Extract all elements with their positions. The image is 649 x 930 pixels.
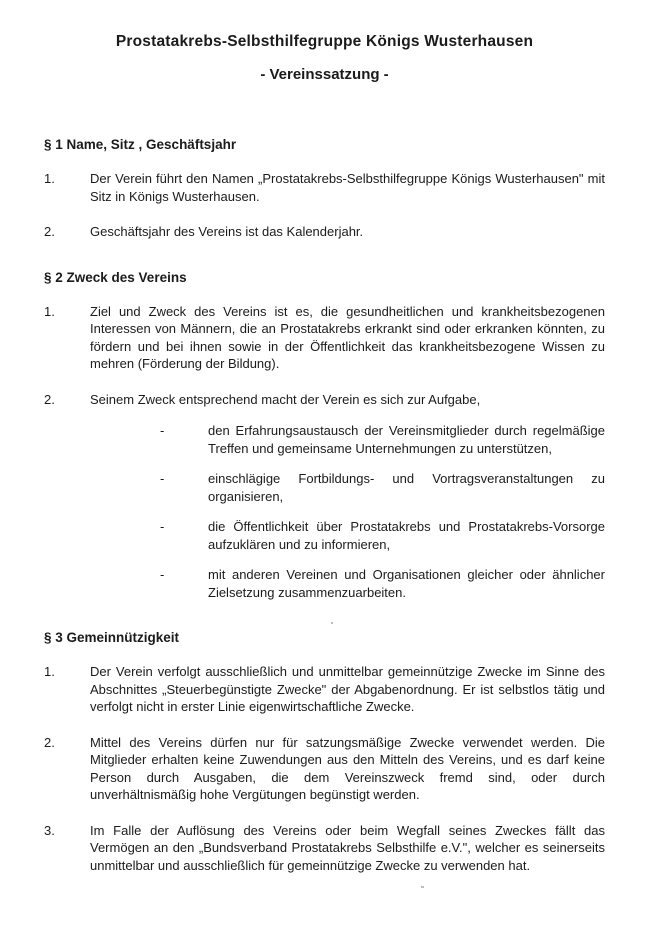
item-number: 2. xyxy=(44,734,55,750)
item-number: 3. xyxy=(44,822,55,838)
list-item xyxy=(44,303,605,373)
section-heading: § 1 Name, Sitz , Geschäftsjahr xyxy=(44,137,237,152)
list-item xyxy=(44,734,605,804)
bullet-list xyxy=(90,422,605,601)
bullet-dash: - xyxy=(160,423,165,438)
list-item xyxy=(44,170,605,205)
document-subtitle: - Vereinssatzung - xyxy=(260,66,389,83)
list-item xyxy=(44,223,605,241)
section-paragraph-3 xyxy=(44,630,605,874)
item-number: 1. xyxy=(44,664,55,679)
bullet-item xyxy=(90,518,605,553)
item-text: Der Verein führt den Namen „Prostatakrebs-Selbsthilfegruppe Königs Wusterhausen" mit Sitz in Königs Wusterhausen. xyxy=(90,171,605,204)
item-number: 2. xyxy=(44,224,55,239)
bullet-dash: - xyxy=(160,471,165,486)
bullet-text: die Öffentlichkeit über Prostatakrebs und Prostatakrebs-Vorsorge aufzuklären und zu informieren, xyxy=(208,519,605,552)
section-paragraph-1 xyxy=(44,137,605,241)
item-text: Seinem Zweck entsprechend macht der Verein es sich zur Aufgabe, xyxy=(90,391,481,407)
item-text: Im Falle der Auflösung des Vereins oder beim Wegfall seines Zweckes fällt das Vermögen an den „Bundsverband Prostatakrebs Selbsthilfe e.V.", welcher es seinerseits unmittelbar und ausschließlich für gemeinnützige Zwecke zu verwenden hat. xyxy=(90,822,605,873)
bullet-item xyxy=(90,470,605,505)
section-heading: § 3 Gemeinnützigkeit xyxy=(44,630,180,645)
section-paragraph-2 xyxy=(44,270,605,602)
item-text: Mittel des Vereins dürfen nur für satzungsmäßige Zwecke verwendet werden. Die Mitglieder erhalten keine Zuwendungen aus den Mitteln des Vereins, und es darf keine Person durch Ausgaben, die dem Vereinszweck fremd sind, oder durch unverhältnismäßig hohe Vergütungen begünstigt werden. xyxy=(90,734,605,802)
list-item xyxy=(44,391,605,602)
item-text: Ziel und Zweck des Vereins ist es, die gesundheitlichen und krankheitsbezogenen Interessen von Männern, die an Prostatakrebs erkrankt sind oder erkranken könnten, zu fördern und bei ihnen sowie in der Öffentlichkeit das krankheitsbezogene Wissen zu mehren (Förderung der Bildung). xyxy=(90,303,605,371)
document-title: Prostatakrebs-Selbsthilfegruppe Königs Wusterhausen xyxy=(115,33,534,50)
bullet-text: mit anderen Vereinen und Organisationen gleicher oder ähnlicher Zielsetzung zusammenzuarbeiten. xyxy=(208,567,605,600)
list-item xyxy=(44,663,605,716)
section-heading: § 2 Zweck des Vereins xyxy=(44,269,187,285)
bullet-dash: - xyxy=(160,519,165,534)
bullet-item xyxy=(90,566,605,601)
bullet-text: den Erfahrungsaustausch der Vereinsmitglieder durch regelmäßige Treffen und gemeinsame Unternehmungen zu unterstützen, xyxy=(208,423,605,456)
bullet-dash: - xyxy=(160,567,165,582)
item-number: 1. xyxy=(44,303,55,319)
item-text: Der Verein verfolgt ausschließlich und unmittelbar gemeinnützige Zwecke im Sinne des Abschnittes „Steuerbegünstigte Zwecke" der Abgabenordnung. Er ist selbstlos tätig und verfolgt nicht in erster Linie eigenwirtschaftliche Zwecke. xyxy=(90,664,605,714)
scan-speck xyxy=(421,886,424,888)
item-number: 1. xyxy=(44,171,55,186)
bullet-text: einschlägige Fortbildungs- und Vortragsveranstaltungen zu organisieren, xyxy=(208,471,605,504)
item-text: Geschäftsjahr des Vereins ist das Kalenderjahr. xyxy=(90,224,364,239)
bullet-item xyxy=(90,422,605,457)
scan-speck xyxy=(331,622,333,624)
item-number: 2. xyxy=(44,391,55,407)
list-item xyxy=(44,822,605,875)
